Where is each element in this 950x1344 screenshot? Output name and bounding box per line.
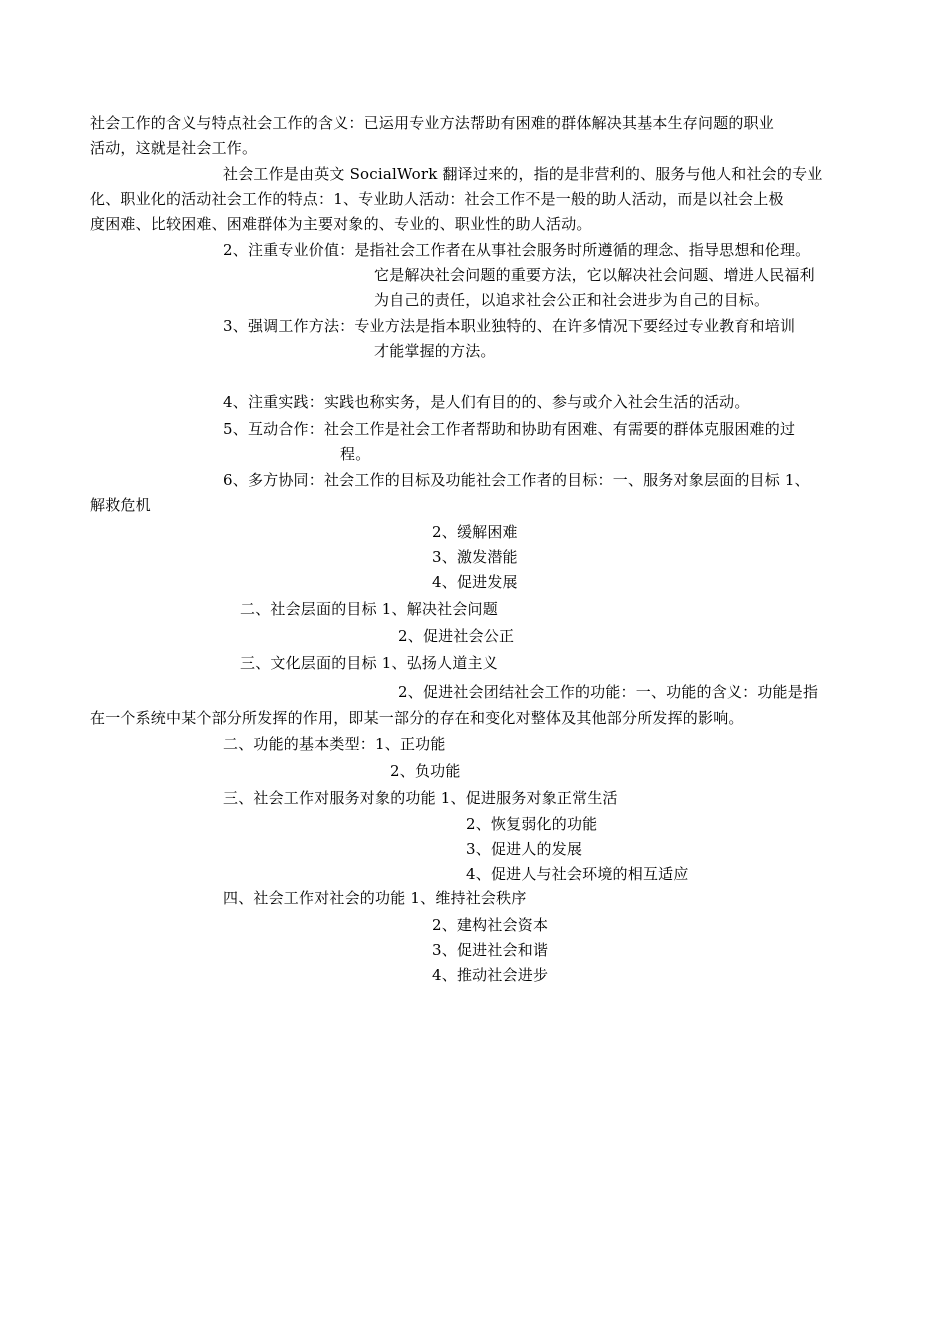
text-line: 三、社会工作对服务对象的功能 1、促进服务对象正常生活 [223, 789, 618, 807]
text-line: 4、促进人与社会环境的相互适应 [466, 865, 689, 883]
text-line: 4、促进发展 [432, 573, 518, 591]
text-line: 化、职业化的活动社会工作的特点：1、专业助人活动：社会工作不是一般的助人活动，而是以社会上极 [90, 190, 784, 208]
text-line: 4、注重实践：实践也称实务，是人们有目的的、参与或介入社会生活的活动。 [223, 393, 750, 411]
text-line: 二、功能的基本类型：1、正功能 [223, 735, 446, 753]
text-line: 三、文化层面的目标 1、弘扬人道主义 [240, 654, 498, 672]
text-line: 解救危机 [90, 496, 151, 514]
text-line: 社会工作的含义与特点社会工作的含义：已运用专业方法帮助有困难的群体解决其基本生存问题的职业 [90, 114, 775, 132]
text-line: 2、负功能 [390, 762, 461, 780]
text-line: 活动，这就是社会工作。 [90, 139, 258, 157]
text-line: 才能掌握的方法。 [374, 342, 496, 360]
text-line: 它是解决社会问题的重要方法，它以解决社会问题、增进人民福利 [374, 266, 815, 284]
text-line: 2、促进社会公正 [398, 627, 515, 645]
text-line: 3、激发潜能 [432, 548, 518, 566]
text-line: 2、恢复弱化的功能 [466, 815, 598, 833]
text-line: 5、互动合作：社会工作是社会工作者帮助和协助有困难、有需要的群体克服困难的过 [223, 420, 796, 438]
text-line: 3、促进人的发展 [466, 840, 583, 858]
text-line: 6、多方协同：社会工作的目标及功能社会工作者的目标：一、服务对象层面的目标 1、 [223, 471, 810, 489]
text-line: 四、社会工作对社会的功能 1、维持社会秩序 [223, 889, 527, 907]
text-line: 程。 [340, 445, 371, 463]
text-line: 社会工作是由英文 SocialWork 翻译过来的，指的是非营利的、服务与他人和社会的专业 [223, 165, 823, 183]
text-line: 3、促进社会和谐 [432, 941, 549, 959]
text-line: 4、推动社会进步 [432, 966, 549, 984]
text-line: 2、注重专业价值：是指社会工作者在从事社会服务时所遵循的理念、指导思想和伦理。 [223, 241, 811, 259]
text-line: 二、社会层面的目标 1、解决社会问题 [240, 600, 498, 618]
text-line: 2、建构社会资本 [432, 916, 549, 934]
text-line: 2、缓解困难 [432, 523, 518, 541]
text-line: 3、强调工作方法：专业方法是指本职业独特的、在许多情况下要经过专业教育和培训 [223, 317, 796, 335]
text-line: 度困难、比较困难、困难群体为主要对象的、专业的、职业性的助人活动。 [90, 215, 592, 233]
text-line: 2、促进社会团结社会工作的功能：一、功能的含义：功能是指 [398, 683, 819, 701]
text-line: 为自己的责任，以追求社会公正和社会进步为自己的目标。 [374, 291, 770, 309]
text-line: 在一个系统中某个部分所发挥的作用，即某一部分的存在和变化对整体及其他部分所发挥的影响。 [90, 709, 744, 727]
